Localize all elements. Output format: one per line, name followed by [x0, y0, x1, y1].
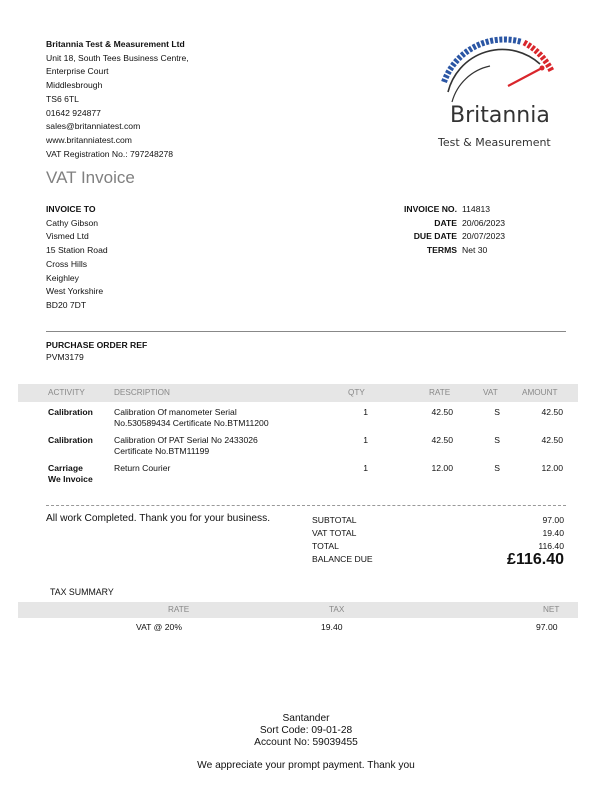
tax-summary-header [18, 602, 578, 618]
company-line: Unit 18, South Tees Business Centre, [46, 52, 189, 63]
invoice-date-row [380, 217, 505, 231]
company-website[interactable]: www.britanniatest.com [46, 134, 132, 145]
gauge-logo-icon [430, 30, 570, 155]
company-line: Middlesbrough [46, 80, 103, 91]
table-row [18, 407, 578, 429]
row-activity: Calibration [48, 407, 93, 417]
subtotal-row: SUBTOTAL 97.00 [312, 515, 564, 525]
invoice-meta [380, 203, 505, 258]
terms-row [380, 244, 505, 258]
col-vat: VAT [483, 388, 498, 397]
thank-you-note: All work Completed. Thank you for your business. [46, 513, 271, 524]
po-value: PVM3179 [46, 352, 84, 362]
invoice-to-line: Keighley [46, 272, 79, 283]
account-number: Account No: 59039455 [254, 737, 358, 748]
britannia-logo [430, 30, 570, 155]
dashed-divider [46, 505, 566, 506]
subtotal-value: 97.00 [542, 515, 564, 525]
col-activity: ACTIVITY [48, 388, 85, 397]
due-date: 20/07/2023 [462, 231, 506, 242]
page-title: VAT Invoice [46, 168, 135, 187]
invoice-to-line: West Yorkshire [46, 286, 104, 297]
col-amount: AMOUNT [522, 388, 558, 397]
svg-text:Britannia: Britannia [450, 103, 550, 128]
col-rate: RATE [429, 388, 451, 397]
purchase-order [46, 339, 147, 363]
row-vat: S [494, 463, 500, 473]
invoice-to-line: Cross Hills [46, 258, 88, 269]
sort-code: Sort Code: 09-01-28 [259, 725, 353, 736]
tax-amount: 19.40 [321, 622, 343, 632]
row-amount: 42.50 [541, 435, 563, 445]
row-amount: 42.50 [541, 407, 563, 417]
bank-name: Santander [282, 713, 330, 724]
row-description: Calibration Of PAT Serial No 2433026 Certificate No.BTM11199 [114, 435, 258, 456]
row-qty: 1 [363, 407, 368, 417]
balance-due-value: £116.40 [507, 551, 564, 568]
company-name: Britannia Test & Measurement Ltd [46, 39, 185, 49]
table-row [18, 463, 578, 485]
invoice-number-row [380, 203, 505, 217]
row-description: Calibration Of manometer Serial No.530589434 Certificate No.BTM11200 [114, 407, 269, 428]
invoice-to-header: INVOICE TO [46, 204, 96, 214]
terms: Net 30 [462, 245, 488, 256]
tax-rate: VAT @ 20% [136, 622, 182, 632]
balance-due-label: BALANCE DUE [312, 554, 373, 564]
meta-label: INVOICE NO. [403, 204, 457, 214]
col-qty: QTY [348, 388, 365, 397]
tax-summary-row [18, 622, 578, 634]
invoice-number: 114813 [462, 204, 491, 214]
company-phone: 01642 924877 [46, 107, 101, 118]
svg-text:Test & Measurement: Test & Measurement [438, 136, 551, 149]
invoice-to-line: Vismed Ltd [46, 231, 89, 242]
invoice-to-line: Cathy Gibson [46, 217, 99, 228]
tax-net: 97.00 [536, 622, 558, 632]
vat-total-row: VAT TOTAL 19.40 [312, 528, 564, 538]
due-date-row [380, 230, 505, 244]
row-qty: 1 [363, 435, 368, 445]
row-vat: S [494, 435, 500, 445]
col-description: DESCRIPTION [114, 388, 170, 397]
invoice-to-line: BD20 7DT [46, 299, 87, 310]
thanks-message: We appreciate your prompt payment. Thank you [197, 760, 415, 771]
row-rate: 12.00 [431, 463, 453, 473]
invoice-to-line: 15 Station Road [46, 245, 108, 256]
row-activity: Calibration [48, 435, 93, 445]
tax-col-rate: RATE [168, 605, 190, 614]
company-line: Enterprise Court [46, 66, 109, 77]
row-description: Return Courier [114, 463, 171, 473]
divider [46, 331, 566, 332]
line-items-header [18, 384, 578, 402]
invoice-date: 20/06/2023 [462, 217, 506, 228]
tax-col-tax: TAX [329, 605, 345, 614]
company-line: TS6 6TL [46, 93, 79, 104]
row-activity: Carriage We Invoice [48, 463, 93, 484]
row-vat: S [494, 407, 500, 417]
company-vat-number: VAT Registration No.: 797248278 [46, 148, 174, 159]
tax-summary-title: TAX SUMMARY [50, 587, 114, 597]
tax-col-net: NET [543, 605, 560, 614]
row-amount: 12.00 [541, 463, 563, 473]
row-qty: 1 [363, 463, 368, 473]
po-header: PURCHASE ORDER REF [46, 340, 148, 350]
totals [312, 514, 564, 566]
table-row [18, 435, 578, 457]
row-rate: 42.50 [431, 435, 453, 445]
vat-total-value: 19.40 [542, 528, 564, 538]
total-value: 116.40 [538, 541, 564, 551]
company-email[interactable]: sales@britanniatest.com [46, 121, 141, 132]
row-rate: 42.50 [431, 407, 453, 417]
balance-due-row [312, 553, 564, 566]
invoice-to [46, 203, 108, 313]
total-row: TOTAL 116.40 [312, 541, 564, 551]
meta-label: DATE [434, 217, 457, 228]
company-address [46, 38, 189, 161]
meta-label: TERMS [426, 245, 457, 256]
meta-label: DUE DATE [413, 231, 457, 242]
